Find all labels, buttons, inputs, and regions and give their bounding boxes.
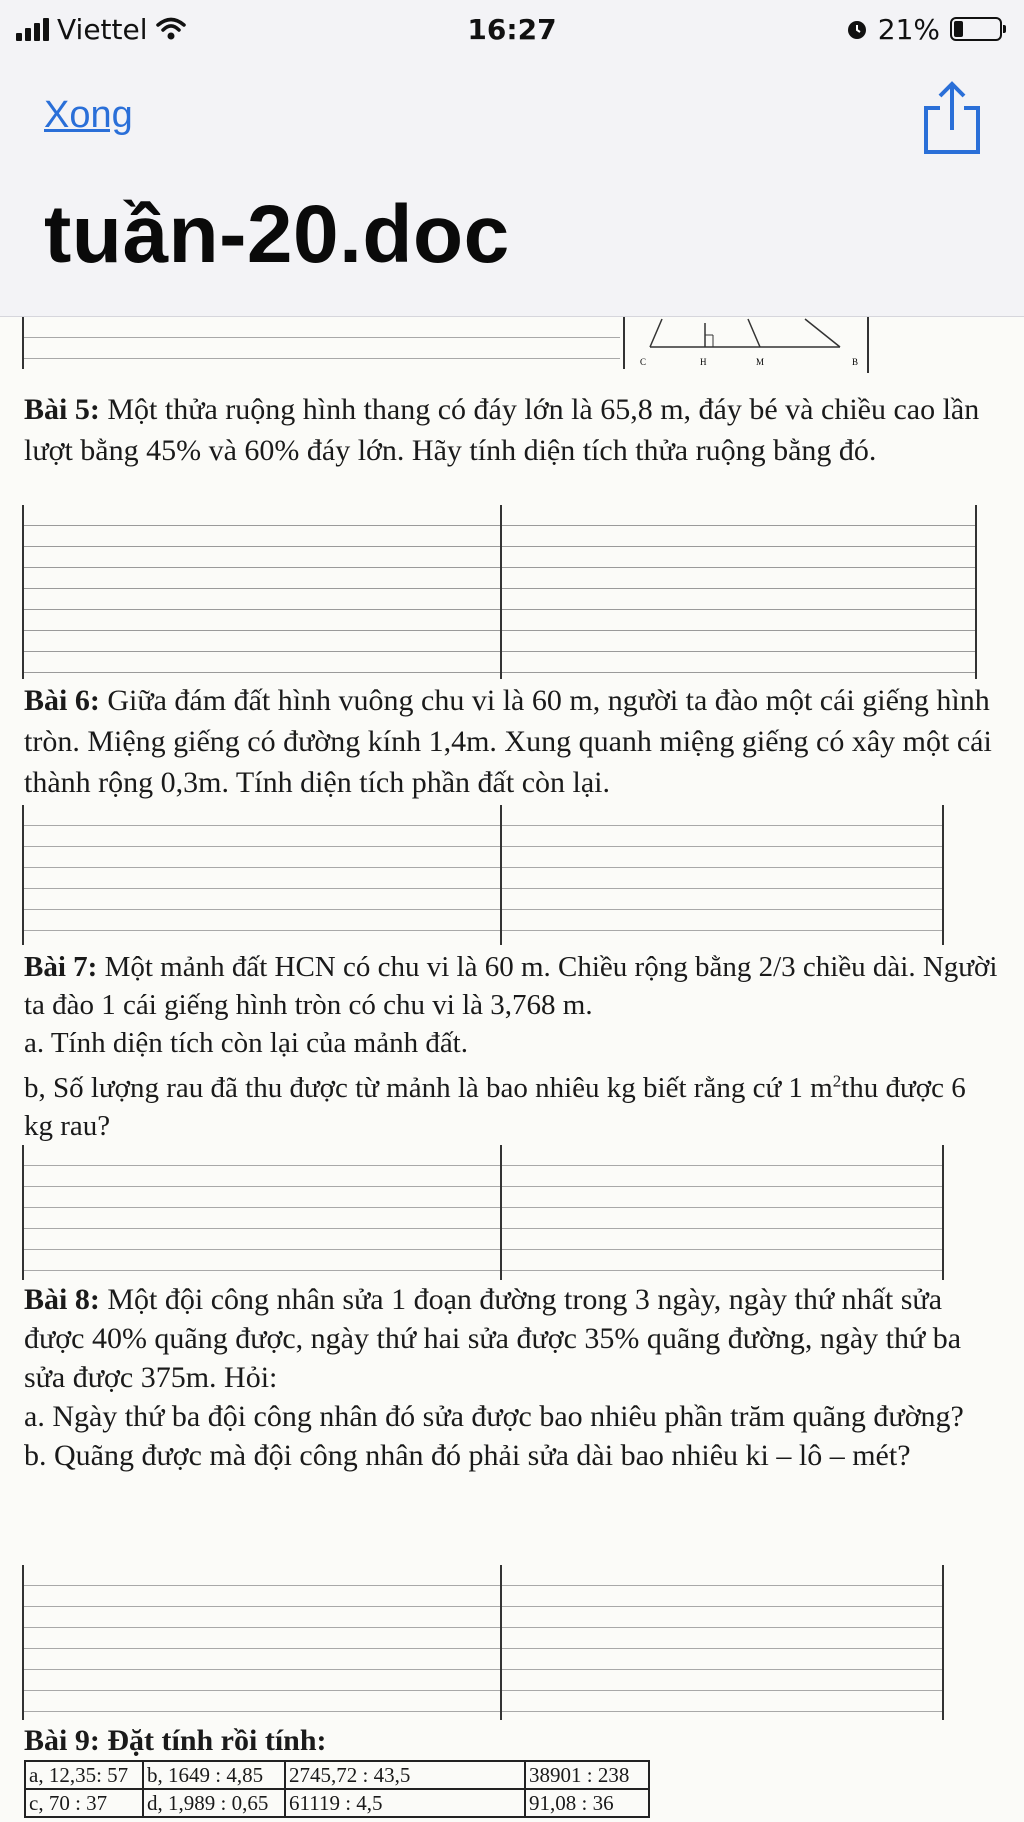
calculation-table — [24, 1760, 650, 1818]
table-cell: 61119 : 4,5 — [285, 1789, 525, 1817]
status-bar — [0, 0, 1024, 58]
answer-divider-8 — [500, 1565, 502, 1720]
figure-label-c: C — [640, 357, 647, 367]
table-cell: 91,08 : 36 — [525, 1789, 649, 1817]
answer-divider-5 — [500, 505, 502, 679]
answer-box-7 — [22, 1145, 944, 1280]
problem-8-part-b: b. Quãng được mà đội công nhân đó phải sửa dài bao nhiêu ki – lô – mét? — [24, 1439, 911, 1472]
problem-7 — [24, 948, 999, 1145]
document-title: tuần-20.doc — [44, 189, 510, 280]
problem-5-text: Một thửa ruộng hình thang có đáy lớn là 65,8 m, đáy bé và chiều cao lần lượt bằng 45% và 60% đáy lớn. Hãy tính diện tích thửa ruộng bằng đó. — [24, 393, 980, 467]
problem-7-label: Bài 7: — [24, 951, 98, 983]
table-cell: d, 1,989 : 0,65 — [143, 1789, 285, 1817]
table-row — [25, 1761, 649, 1789]
problem-7-part-b-sup: 2 — [832, 1071, 842, 1090]
problem-9 — [24, 1720, 999, 1761]
nav-header — [0, 58, 1024, 317]
problem-6 — [24, 680, 999, 803]
answer-lines-top — [22, 317, 620, 369]
table-cell: 38901 : 238 — [525, 1761, 649, 1789]
problem-8-part-a: a. Ngày thứ ba đội công nhân đó sửa được bao nhiêu phần trăm quãng đường? — [24, 1400, 964, 1433]
done-button[interactable]: Xong — [44, 94, 133, 136]
table-row — [25, 1789, 649, 1817]
table-cell: 2745,72 : 43,5 — [285, 1761, 525, 1789]
problem-7-text: Một mảnh đất HCN có chu vi là 60 m. Chiều rộng bằng 2/3 chiều dài. Người ta đào 1 cái giếng hình tròn có chu vi là 3,768 m. — [24, 951, 998, 1021]
problem-6-text: Giữa đám đất hình vuông chu vi là 60 m, người ta đào một cái giếng hình tròn. Miệng giếng có đường kính 1,4m. Xung quanh miệng giếng có xây một cái thành rộng 0,3m. Tính diện tích phần đất còn lại. — [24, 684, 992, 799]
document-view[interactable] — [0, 317, 1024, 1822]
answer-divider-6 — [500, 805, 502, 945]
answer-box-6 — [22, 805, 944, 945]
status-left — [0, 13, 186, 46]
figure-label-h: H — [700, 357, 707, 367]
carrier-name: Viettel — [57, 12, 148, 46]
problem-8-text: Một đội công nhân sửa 1 đoạn đường trong 3 ngày, ngày thứ nhất sửa được 40% quãng được, ngày thứ hai sửa được 35% quãng đường, ngày thứ ba sửa được 375m. Hỏi: — [24, 1283, 962, 1394]
problem-7-part-b-post: thu được 6 kg rau? — [24, 1071, 966, 1142]
problem-5 — [24, 389, 999, 471]
table-cell: b, 1649 : 4,85 — [143, 1761, 285, 1789]
status-right — [846, 13, 1024, 46]
status-time: 16:27 — [467, 12, 557, 46]
problem-7-part-b-pre: b, Số lượng rau đã thu được từ mảnh là bao nhiêu kg biết rằng cứ 1 m — [24, 1071, 833, 1104]
figure-label-m: M — [756, 357, 765, 367]
problem-7-part-a: a. Tính diện tích còn lại của mảnh đất. — [24, 1027, 468, 1059]
share-icon[interactable] — [920, 78, 984, 158]
trapezoid-figure — [620, 317, 870, 373]
wifi-icon — [156, 17, 186, 41]
problem-8 — [24, 1280, 999, 1475]
problem-7-part-b — [24, 1072, 966, 1142]
answer-divider-7 — [500, 1145, 502, 1280]
figure-label-b: B — [852, 357, 859, 367]
battery-icon — [950, 17, 1002, 41]
problem-5-label: Bài 5: — [24, 393, 100, 426]
table-cell: c, 70 : 37 — [25, 1789, 143, 1817]
signal-icon — [16, 17, 49, 41]
battery-percent: 21% — [877, 12, 940, 46]
problem-9-label: Bài 9: Đặt tính rồi tính: — [24, 1724, 327, 1757]
answer-box-8 — [22, 1565, 944, 1720]
problem-6-label: Bài 6: — [24, 684, 100, 717]
alarm-icon — [846, 18, 868, 40]
problem-8-label: Bài 8: — [24, 1283, 100, 1316]
battery-level — [954, 21, 963, 37]
table-cell: a, 12,35: 57 — [25, 1761, 143, 1789]
